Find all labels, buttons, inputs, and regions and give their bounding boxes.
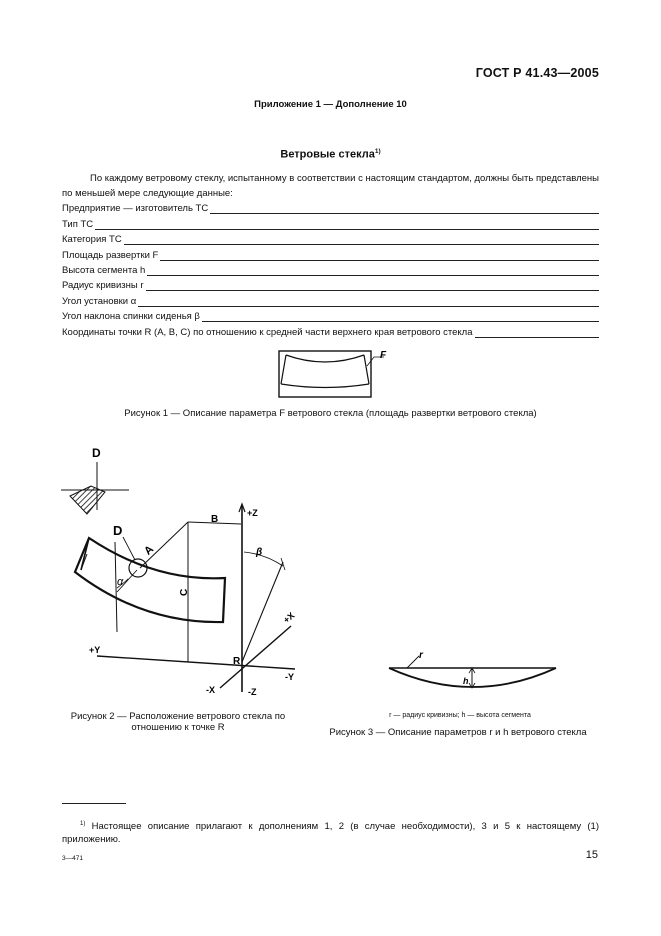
field-curvature-radius: Радиус кривизны r [62,276,599,291]
blank-line [138,296,599,307]
figure1-diagram [270,348,390,400]
label-D-mid: D [113,523,123,538]
field-vehicle-category: Категория ТС [62,230,599,245]
label-beta: β [256,547,263,558]
blank-line [160,250,599,261]
field-seatback-angle: Угол наклона спинки сиденья β [62,307,599,322]
label-minus-z: -Z [248,687,257,697]
blank-line [475,327,600,338]
glass-bottom-edge [281,384,369,388]
footnote [62,818,599,846]
label-minus-x: -X [206,685,215,695]
label-minus-y: -Y [285,672,294,682]
label-A: A [142,543,157,558]
figure3-diagram [383,648,563,696]
glass-top-edge [286,355,364,362]
label-R: R [233,656,241,667]
field-segment-height: Высота сегмента h [62,261,599,276]
y-axis [97,656,295,669]
print-signature: 3—471 [62,855,83,862]
field-developed-area: Площадь развертки F [62,245,599,260]
field-point-r-coordinates: Координаты точки R (A, B, C) по отношению к средней части верхнего края ветрового стекла [62,322,599,337]
bounding-rectangle [279,351,371,397]
figure3-legend: r — радиус кривизны; h — высота сегмента [389,712,531,719]
label-plus-y: +Y [89,645,101,655]
footnote-text: Настоящее описание прилагают к дополнениям 1, 2 (в случае необходимости), 3 и 5 к настоящему (1) приложению. [62,821,599,846]
label-D-top: D [92,446,101,460]
data-fields [62,199,599,338]
figure1-caption: Рисунок 1 — Описание параметра F ветрового стекла (площадь развертки ветрового стекла) [124,408,537,419]
field-vehicle-type: Тип ТС [62,214,599,229]
footnote-mark: 1) [80,821,86,827]
section-title [0,148,661,161]
intro-paragraph: По каждому ветровому стеклу, испытанному в соответствии с настоящим стандартом, должны быть представлены по меньшей мере следующие данные: [62,173,599,199]
blank-line [124,234,599,245]
blank-line [202,311,599,322]
document-header: ГОСТ Р 41.43—2005 [475,66,599,80]
blank-line [210,203,599,214]
field-manufacturer: Предприятие — изготовитель ТС [62,199,599,214]
detail-circle [129,559,147,577]
label-F: F [380,350,387,361]
footnote-separator [62,803,126,804]
figure3-caption: Рисунок 3 — Описание параметров r и h ветрового стекла [329,727,587,738]
field-installation-angle: Угол установки α [62,291,599,306]
label-plus-z: +Z [247,508,258,518]
footnote-ref: 1) [374,148,381,155]
annex-title: Приложение 1 — Дополнение 10 [254,99,407,110]
section-title-text: Ветровые стекла [280,148,375,161]
blank-line [146,280,599,291]
blank-line [95,219,599,230]
label-plus-x: +X [281,610,297,626]
label-alpha: α [117,576,124,588]
label-C: C [179,588,190,596]
label-r: r [419,650,423,661]
label-h: h [463,676,469,686]
label-B: B [211,514,219,525]
figure2-diagram [55,442,315,702]
x-axis [220,626,291,688]
page-number: 15 [585,849,598,861]
blank-line [147,265,599,276]
figure2-caption: Рисунок 2 — Расположение ветрового стекла по отношению к точке R [70,711,286,733]
